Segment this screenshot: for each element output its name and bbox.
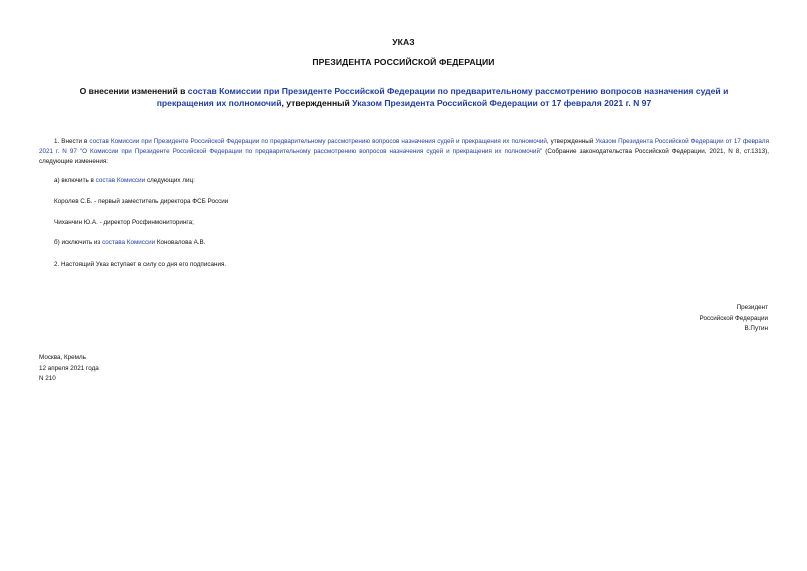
item-a-suffix: следующих лиц: [145,177,195,184]
place-date-block [39,353,99,385]
paragraph-1-decree-link[interactable]: Указом Президента Российской Федерации от 17 февраля 2021 г. N 97 "О Комиссии при Президенте Российской Федерации по предварительному рассмотрению вопросов назначения судей и прекращения их полномочий" [39,138,769,155]
document-issuer: ПРЕЗИДЕНТА РОССИЙСКОЙ ФЕДЕРАЦИИ [312,57,495,67]
signature-country: Российской Федерации [699,314,768,322]
subject-middle: , утвержденный [281,97,353,108]
signature-name: В.Путин [744,325,768,332]
signing-date: 12 апреля 2021 года [39,364,99,372]
decree-97-link[interactable]: Указом Президента Российской Федерации от 17 февраля 2021 г. N 97 [352,97,652,108]
paragraph-1 [39,137,769,166]
subject-prefix: О внесении изменений в [79,86,188,96]
decree-number: N 210 [39,375,56,382]
item-a-prefix: а) включить в [54,177,96,184]
paragraph-1-middle: , утвержденный [546,138,596,145]
paragraph-1-commission-link[interactable]: состав Комиссии при Президенте Российской Федерации по предварительному рассмотрению вопросов назначения судей и прекращения их полномочий [89,138,547,145]
signature-position: Президент [736,304,768,311]
place-city: Москва, Кремль [39,354,86,361]
item-b-suffix: Коновалова А.В. [155,239,206,246]
document-title: УКАЗ [392,37,415,47]
document-subject [60,86,748,109]
item-b-prefix: б) исключить из [54,239,103,246]
signature-block [700,303,768,335]
item-a-commission-link[interactable]: состав Комиссии [95,177,146,184]
person-korolev: Королев С.Б. - первый заместитель директора ФСБ России [54,198,229,205]
item-a [54,177,195,184]
commission-composition-link[interactable]: состав Комиссии при Президенте Российской Федерации по предварительному рассмотрению вопросов назначения судей и прекращения их полномочий [156,86,729,108]
paragraph-1-prefix: 1. Внести в [54,138,90,145]
paragraph-1-suffix: (Собрание законодательства Российской Федерации, 2021, N 8, ст.1313), следующие изменения: [39,147,769,165]
item-b-commission-link[interactable]: состава Комиссии [102,239,156,246]
paragraph-2: 2. Настоящий Указ вступает в силу со дня его подписания. [54,261,227,268]
item-b [54,239,206,246]
person-chikhanchin: Чиханчин Ю.А. - директор Росфинмониторинга; [54,219,194,226]
